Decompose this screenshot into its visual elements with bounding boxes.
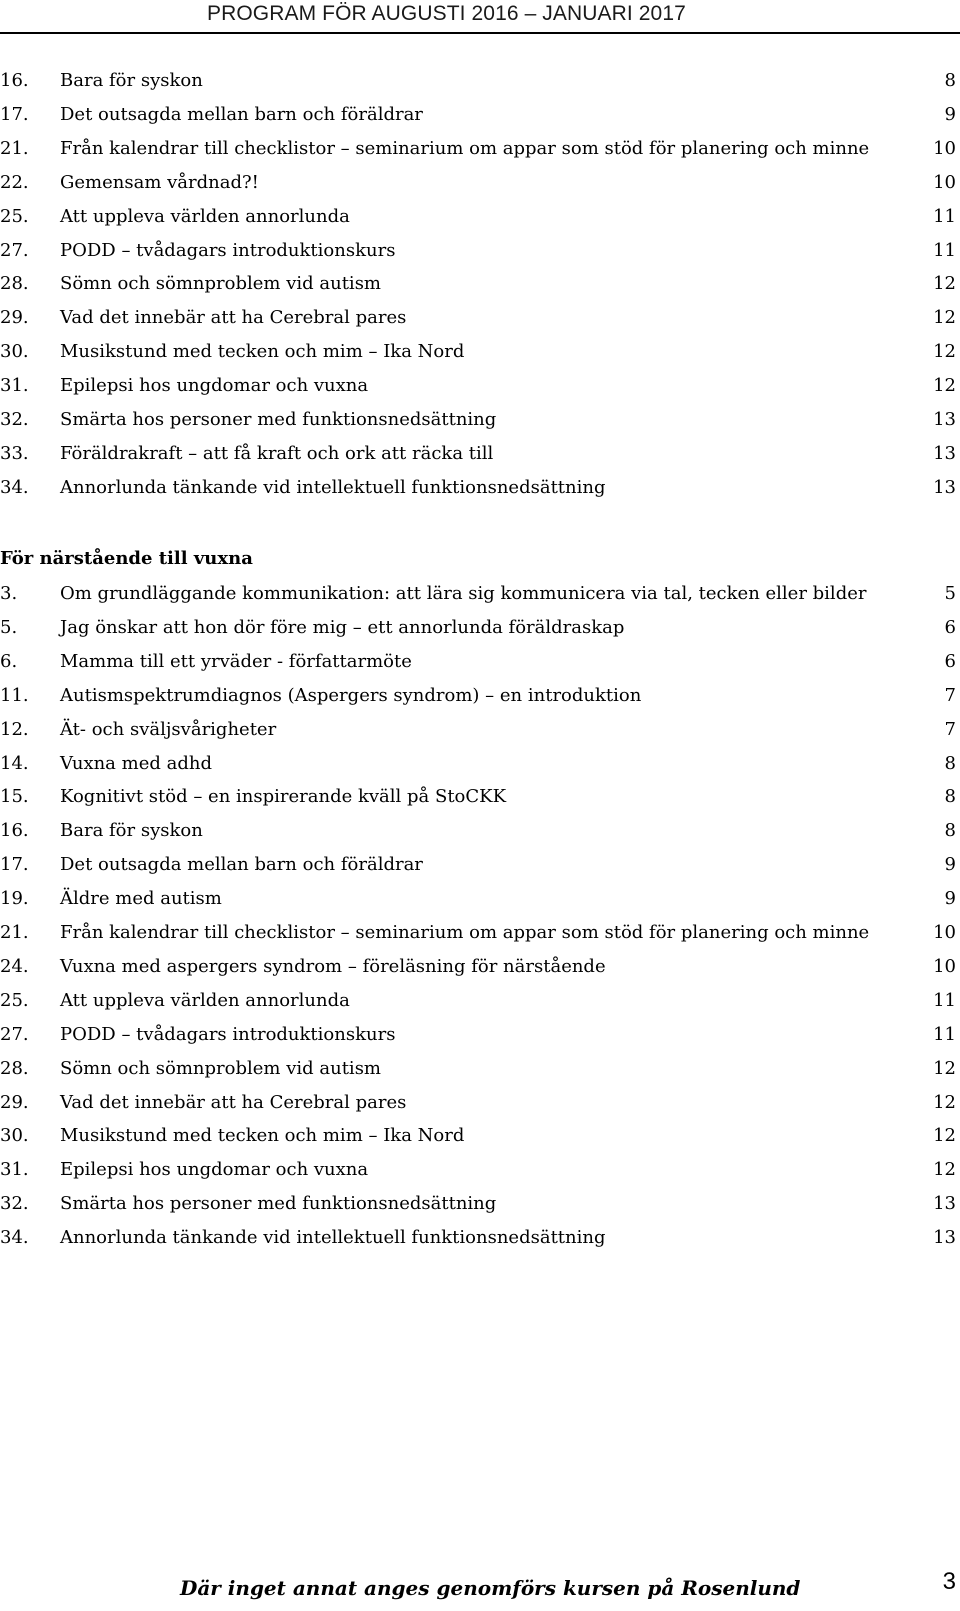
entry-page: 11 [933, 989, 956, 1011]
entry-page: 5 [944, 583, 956, 604]
toc-entry [0, 953, 960, 981]
entry-number: 27. [0, 1023, 29, 1045]
toc-entry [0, 101, 960, 129]
entry-title: Vad det innebär att ha Cerebral pares [60, 307, 407, 329]
entry-number: 21. [0, 137, 29, 159]
entry-page: 12 [933, 1125, 956, 1147]
entry-number: 19. [0, 888, 29, 910]
entry-title: Gemensam vårdnad?! [60, 171, 259, 193]
entry-title: Bara för syskon [60, 70, 203, 91]
entry-number: 25. [0, 989, 29, 1011]
entry-title: Att uppleva världen annorlunda [60, 989, 350, 1011]
entry-number: 15. [0, 786, 29, 808]
toc-entry [0, 203, 960, 231]
entry-number: 3. [0, 583, 18, 604]
entry-number: 34. [0, 1227, 29, 1249]
entry-number: 29. [0, 307, 29, 329]
toc-entry [0, 270, 960, 298]
entry-page: 7 [944, 718, 956, 740]
entry-title: Annorlunda tänkande vid intellektuell funktionsnedsättning [60, 1227, 606, 1249]
entry-page: 9 [944, 103, 956, 125]
entry-page: 10 [933, 955, 956, 977]
entry-number: 25. [0, 205, 29, 227]
entry-number: 17. [0, 854, 29, 876]
entry-page: 12 [933, 273, 956, 295]
entry-number: 28. [0, 273, 29, 295]
entry-page: 6 [944, 616, 956, 638]
header-title: PROGRAM FÖR AUGUSTI 2016 – JANUARI 2017 [207, 2, 686, 25]
entry-page: 6 [944, 650, 956, 672]
entry-page: 11 [933, 239, 956, 261]
entry-number: 32. [0, 409, 29, 430]
entry-number: 29. [0, 1091, 29, 1113]
entry-number: 32. [0, 1193, 29, 1215]
toc-entry [0, 372, 960, 400]
entry-number: 31. [0, 1159, 29, 1181]
entry-page: 13 [933, 1193, 956, 1215]
toc-entry [0, 135, 960, 163]
entry-page: 12 [933, 307, 956, 329]
toc-entry [0, 750, 960, 778]
entry-title: Kognitivt stöd – en inspirerande kväll på StoCKK [60, 786, 507, 808]
toc-entry [0, 474, 960, 502]
toc-entry [0, 614, 960, 642]
toc-entry [0, 1055, 960, 1083]
entry-title: Från kalendrar till checklistor – seminarium om appar som stöd för planering och minne [60, 137, 870, 159]
entry-page: 8 [944, 786, 956, 808]
entry-page: 12 [933, 1057, 956, 1079]
toc-entry [0, 440, 960, 468]
toc-entry [0, 338, 960, 366]
entry-number: 30. [0, 341, 29, 363]
entry-page: 11 [933, 1023, 956, 1045]
entry-title: Musikstund med tecken och mim – Ika Nord [60, 1125, 465, 1147]
entry-page: 12 [933, 1159, 956, 1181]
entry-title: Från kalendrar till checklistor – seminarium om appar som stöd för planering och minne [60, 922, 870, 943]
entry-title: Vuxna med adhd [60, 752, 212, 774]
entry-number: 6. [0, 650, 18, 672]
entry-title: Epilepsi hos ungdomar och vuxna [60, 375, 369, 397]
toc-entry [0, 580, 960, 608]
toc-entry [0, 919, 960, 947]
entry-page: 13 [933, 476, 956, 498]
toc-entry [0, 1021, 960, 1049]
entry-page: 9 [944, 854, 956, 876]
entry-number: 34. [0, 476, 29, 498]
toc-entry [0, 682, 960, 710]
toc-entry [0, 885, 960, 913]
toc-entry [0, 817, 960, 845]
toc-entry [0, 237, 960, 265]
section-heading: För närstående till vuxna [0, 548, 253, 569]
entry-title: PODD – tvådagars introduktionskurs [60, 1023, 396, 1045]
entry-page: 8 [944, 70, 956, 91]
entry-title: Äldre med autism [60, 888, 222, 910]
entry-page: 12 [933, 1091, 956, 1113]
entry-number: 33. [0, 442, 29, 464]
entry-title: Ät- och sväljsvårigheter [60, 718, 277, 740]
entry-title: Mamma till ett yrväder - författarmöte [60, 650, 412, 672]
entry-page: 13 [933, 442, 956, 464]
entry-title: Att uppleva världen annorlunda [60, 205, 350, 227]
entry-title: Det outsagda mellan barn och föräldrar [60, 854, 423, 876]
entry-page: 7 [944, 684, 956, 706]
entry-title: Om grundläggande kommunikation: att lära sig kommunicera via tal, tecken eller bilder [60, 583, 867, 604]
toc-entry [0, 851, 960, 879]
entry-title: Epilepsi hos ungdomar och vuxna [60, 1159, 369, 1181]
entry-title: Smärta hos personer med funktionsnedsättning [60, 409, 497, 430]
entry-title: Bara för syskon [60, 820, 203, 842]
entry-page: 13 [933, 409, 956, 430]
entry-number: 16. [0, 820, 29, 842]
toc-entry [0, 783, 960, 811]
entry-page: 12 [933, 375, 956, 397]
entry-number: 17. [0, 103, 29, 125]
entry-page: 9 [944, 888, 956, 910]
entry-number: 14. [0, 752, 29, 774]
entry-page: 8 [944, 752, 956, 774]
toc-entry [0, 1089, 960, 1117]
entry-title: Det outsagda mellan barn och föräldrar [60, 103, 423, 125]
toc-entry [0, 648, 960, 676]
footer-page-number: 3 [942, 1568, 956, 1595]
entry-title: Vad det innebär att ha Cerebral pares [60, 1091, 407, 1113]
toc-entry [0, 169, 960, 197]
toc-entry [0, 1224, 960, 1252]
entry-page: 13 [933, 1227, 956, 1249]
entry-number: 16. [0, 70, 29, 91]
entry-title: Jag önskar att hon dör före mig – ett annorlunda föräldraskap [60, 616, 625, 638]
entry-number: 22. [0, 171, 29, 193]
entry-number: 11. [0, 684, 29, 706]
entry-title: Smärta hos personer med funktionsnedsättning [60, 1193, 497, 1215]
entry-title: Autismspektrumdiagnos (Aspergers syndrom) – en introduktion [60, 684, 642, 706]
toc-entry [0, 406, 960, 434]
entry-number: 5. [0, 616, 18, 638]
entry-title: Musikstund med tecken och mim – Ika Nord [60, 341, 465, 363]
entry-page: 12 [933, 341, 956, 363]
toc-entry [0, 987, 960, 1015]
toc-entry [0, 716, 960, 744]
entry-page: 8 [944, 820, 956, 842]
entry-number: 27. [0, 239, 29, 261]
toc-entry [0, 67, 960, 95]
toc-entry [0, 1122, 960, 1150]
entry-title: Vuxna med aspergers syndrom – föreläsning för närstående [60, 955, 606, 977]
entry-title: Annorlunda tänkande vid intellektuell funktionsnedsättning [60, 476, 606, 498]
entry-number: 21. [0, 922, 29, 943]
entry-number: 12. [0, 718, 29, 740]
footer-note: Där inget annat anges genomförs kursen på Rosenlund [180, 1576, 801, 1600]
entry-number: 31. [0, 375, 29, 397]
entry-number: 24. [0, 955, 29, 977]
entry-title: Sömn och sömnproblem vid autism [60, 273, 381, 295]
page-header [0, 0, 960, 30]
toc-entry [0, 1190, 960, 1218]
entry-page: 10 [933, 922, 956, 943]
entry-number: 28. [0, 1057, 29, 1079]
header-rule [0, 32, 960, 34]
entry-title: Sömn och sömnproblem vid autism [60, 1057, 381, 1079]
entry-page: 11 [933, 205, 956, 227]
toc-entry [0, 1156, 960, 1184]
entry-title: PODD – tvådagars introduktionskurs [60, 239, 396, 261]
entry-page: 10 [933, 137, 956, 159]
entry-number: 30. [0, 1125, 29, 1147]
page-footer [0, 1568, 960, 1608]
entry-page: 10 [933, 171, 956, 193]
toc-entry [0, 304, 960, 332]
entry-title: Föräldrakraft – att få kraft och ork att räcka till [60, 442, 494, 464]
